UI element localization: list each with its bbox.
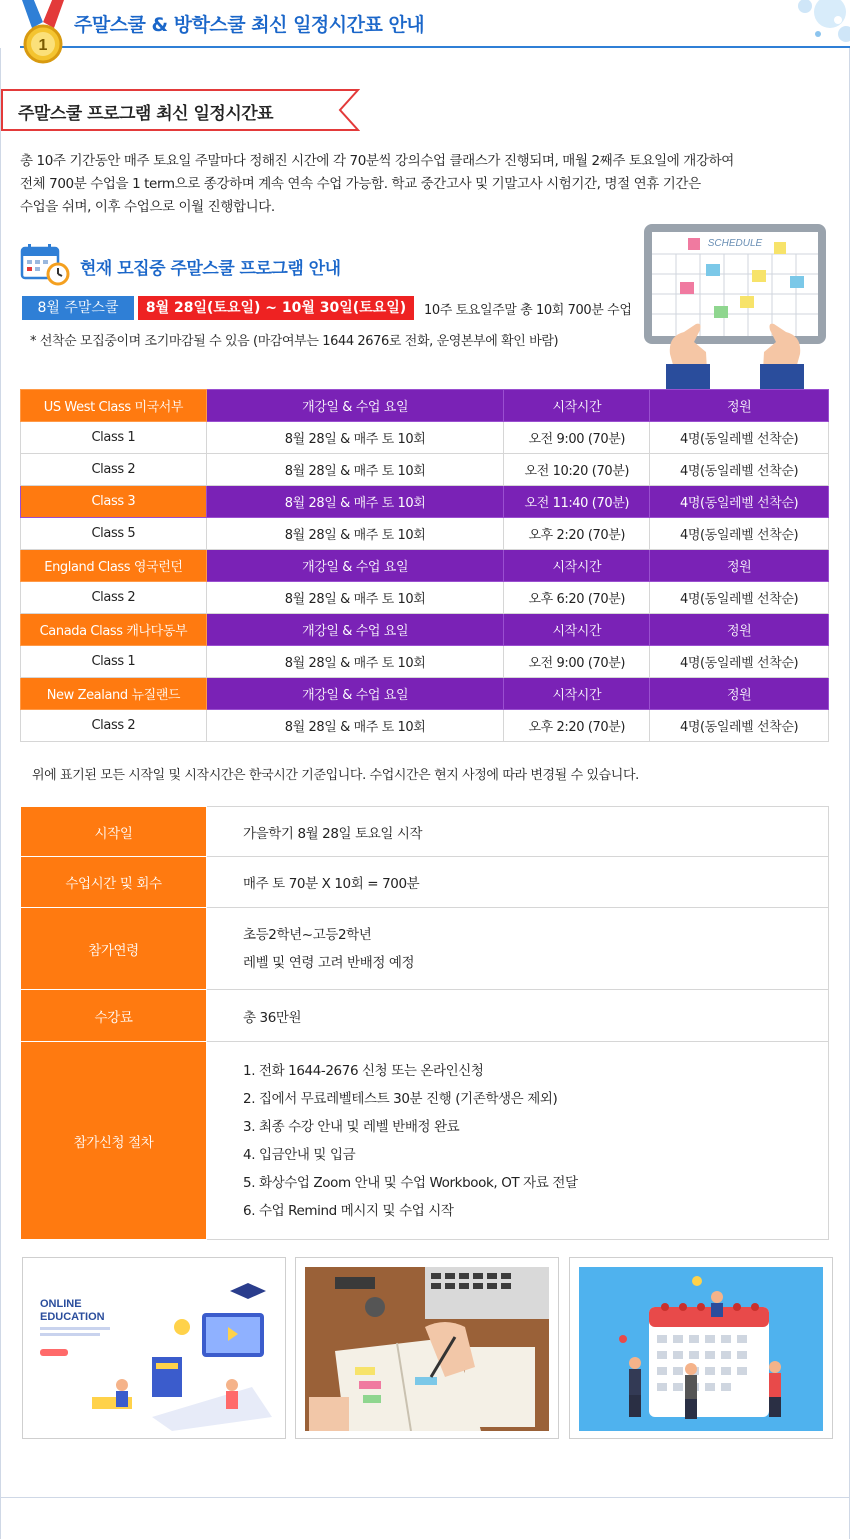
age-value xyxy=(207,908,829,990)
enrollment-note: * 선착순 모집중이며 조기마감될 수 있음 (마감여부는 1644 2676로 전화, 운영본부에 확인 바람) xyxy=(30,334,559,349)
month-badge: 8월 주말스쿨 xyxy=(22,296,134,320)
class-group-header xyxy=(21,614,829,646)
table-cell: 8월 28일 & 매주 토 10회 xyxy=(206,646,504,678)
calendar-clock-icon xyxy=(20,242,70,286)
info-row-time xyxy=(21,857,829,908)
procedure-step: 6. 수업 Remind 메시지 및 수업 시작 xyxy=(243,1202,454,1219)
table-cell: 4명(동일레벨 선착순) xyxy=(650,486,829,518)
schedule-board-illustration xyxy=(640,224,830,390)
table-cell: 오후 2:20 (70분) xyxy=(504,518,650,550)
column-header: 시작시간 xyxy=(504,550,650,582)
page-title: 주말스쿨 & 방학스쿨 최신 일정시간표 안내 xyxy=(74,14,425,36)
info-row-fee xyxy=(21,990,829,1042)
recruit-title: 현재 모집중 주말스쿨 프로그램 안내 xyxy=(80,259,341,279)
class-group-name: US West Class 미국서부 xyxy=(21,390,207,422)
desk-planner-photo xyxy=(295,1257,559,1439)
table-cell: 8월 28일 & 매주 토 10회 xyxy=(206,710,504,742)
start-label: 시작일 xyxy=(21,807,207,857)
class-row xyxy=(21,454,829,486)
intro-paragraph xyxy=(20,150,810,219)
info-row-procedure xyxy=(21,1042,829,1240)
table-cell: Class 2 xyxy=(21,454,207,486)
table-cell: Class 1 xyxy=(21,422,207,454)
table-cell: 8월 28일 & 매주 토 10회 xyxy=(206,454,504,486)
class-row xyxy=(21,422,829,454)
class-row xyxy=(21,710,829,742)
intro-line-2: 전체 700분 수업을 1 term으로 종강하며 계속 연속 수업 가능함. 학교 중간고사 및 기말고사 시험기간, 명절 연휴 기간은 xyxy=(20,176,701,192)
start-value: 가을학기 8월 28일 토요일 시작 xyxy=(207,807,829,857)
svg-text:1: 1 xyxy=(38,37,48,54)
column-header: 시작시간 xyxy=(504,390,650,422)
table-cell: 4명(동일레벨 선착순) xyxy=(650,710,829,742)
page-frame-bottom xyxy=(0,1497,850,1498)
procedure-step: 2. 집에서 무료레벨테스트 30분 진행 (기존학생은 제외) xyxy=(243,1090,558,1107)
table-cell: Class 3 xyxy=(21,486,207,518)
age-range: 초등2학년~고등2학년 xyxy=(243,926,372,943)
table-cell: 오후 6:20 (70분) xyxy=(504,582,650,614)
class-row xyxy=(21,582,829,614)
table-cell: 오전 11:40 (70분) xyxy=(504,486,650,518)
class-group-name: New Zealand 뉴질랜드 xyxy=(21,678,207,710)
table-cell: 오후 2:20 (70분) xyxy=(504,710,650,742)
timezone-note: 위에 표기된 모든 시작일 및 시작시간은 한국시간 기준입니다. 수업시간은 현지 사정에 따라 변경될 수 있습니다. xyxy=(32,768,639,783)
table-cell: 오전 9:00 (70분) xyxy=(504,646,650,678)
table-cell: 8월 28일 & 매주 토 10회 xyxy=(206,486,504,518)
table-cell: 4명(동일레벨 선착순) xyxy=(650,582,829,614)
svg-text:SCHEDULE: SCHEDULE xyxy=(707,238,763,249)
column-header: 정원 xyxy=(650,678,829,710)
table-cell: 4명(동일레벨 선착순) xyxy=(650,646,829,678)
procedure-steps xyxy=(207,1042,829,1240)
section-title-tag xyxy=(0,88,360,132)
class-group-name: England Class 영국런던 xyxy=(21,550,207,582)
svg-text:ONLINE: ONLINE xyxy=(40,1298,82,1310)
age-label: 참가연령 xyxy=(21,908,207,990)
class-group-header xyxy=(21,550,829,582)
procedure-step: 4. 입금안내 및 입금 xyxy=(243,1146,356,1163)
class-assignment-note: 레벨 및 연령 고려 반배정 예정 xyxy=(243,954,415,971)
info-row-start xyxy=(21,807,829,857)
fee-value: 총 36만원 xyxy=(207,990,829,1042)
table-cell: 4명(동일레벨 선착순) xyxy=(650,422,829,454)
date-range-badge: 8월 28일(토요일) ~ 10월 30일(토요일) xyxy=(138,296,414,320)
section-title: 주말스쿨 프로그램 최신 일정시간표 xyxy=(18,104,274,124)
intro-line-3: 수업을 쉬며, 이후 수업으로 이월 진행합니다. xyxy=(20,199,275,215)
procedure-step: 5. 화상수업 Zoom 안내 및 수업 Workbook, OT 자료 전달 xyxy=(243,1174,578,1191)
column-header: 시작시간 xyxy=(504,614,650,646)
class-row xyxy=(21,518,829,550)
class-schedule-table xyxy=(20,389,829,742)
table-cell: 오전 10:20 (70분) xyxy=(504,454,650,486)
table-cell: Class 2 xyxy=(21,710,207,742)
class-group-header xyxy=(21,678,829,710)
svg-text:EDUCATION: EDUCATION xyxy=(40,1311,105,1323)
calendar-team-illustration xyxy=(569,1257,833,1439)
procedure-step: 1. 전화 1644-2676 신청 또는 온라인신청 xyxy=(243,1062,484,1079)
table-cell: 4명(동일레벨 선착순) xyxy=(650,454,829,486)
class-group-name: Canada Class 캐나다동부 xyxy=(21,614,207,646)
column-header: 시작시간 xyxy=(504,678,650,710)
class-group-header xyxy=(21,390,829,422)
column-header: 개강일 & 수업 요일 xyxy=(206,614,504,646)
column-header: 정원 xyxy=(650,550,829,582)
class-row xyxy=(21,486,829,518)
column-header: 개강일 & 수업 요일 xyxy=(206,550,504,582)
column-header: 개강일 & 수업 요일 xyxy=(206,678,504,710)
procedure-step: 3. 최종 수강 안내 및 레벨 반배정 완료 xyxy=(243,1118,460,1135)
column-header: 개강일 & 수업 요일 xyxy=(206,390,504,422)
fee-label: 수강료 xyxy=(21,990,207,1042)
time-label: 수업시간 및 회수 xyxy=(21,857,207,908)
time-value: 매주 토 70분 X 10회 = 700분 xyxy=(207,857,829,908)
program-info-table xyxy=(20,806,829,1240)
column-header: 정원 xyxy=(650,390,829,422)
medal-icon xyxy=(18,0,68,66)
column-header: 정원 xyxy=(650,614,829,646)
procedure-label: 참가신청 절차 xyxy=(21,1042,207,1240)
table-cell: 8월 28일 & 매주 토 10회 xyxy=(206,422,504,454)
header-bar xyxy=(0,0,850,54)
class-row xyxy=(21,646,829,678)
table-cell: 8월 28일 & 매주 토 10회 xyxy=(206,582,504,614)
online-education-image xyxy=(22,1257,286,1439)
table-cell: 오전 9:00 (70분) xyxy=(504,422,650,454)
table-cell: Class 2 xyxy=(21,582,207,614)
table-cell: Class 5 xyxy=(21,518,207,550)
intro-line-1: 총 10주 기간동안 매주 토요일 주말마다 정해진 시간에 각 70분씩 강의수업 클래스가 진행되며, 매월 2째주 토요일에 개강하여 xyxy=(20,153,734,169)
bubbles-decoration xyxy=(760,0,850,45)
table-cell: 8월 28일 & 매주 토 10회 xyxy=(206,518,504,550)
info-row-age xyxy=(21,908,829,990)
header-underline xyxy=(20,46,850,48)
session-summary: 10주 토요일주말 총 10회 700분 수업 xyxy=(424,303,632,318)
table-cell: Class 1 xyxy=(21,646,207,678)
table-cell: 4명(동일레벨 선착순) xyxy=(650,518,829,550)
